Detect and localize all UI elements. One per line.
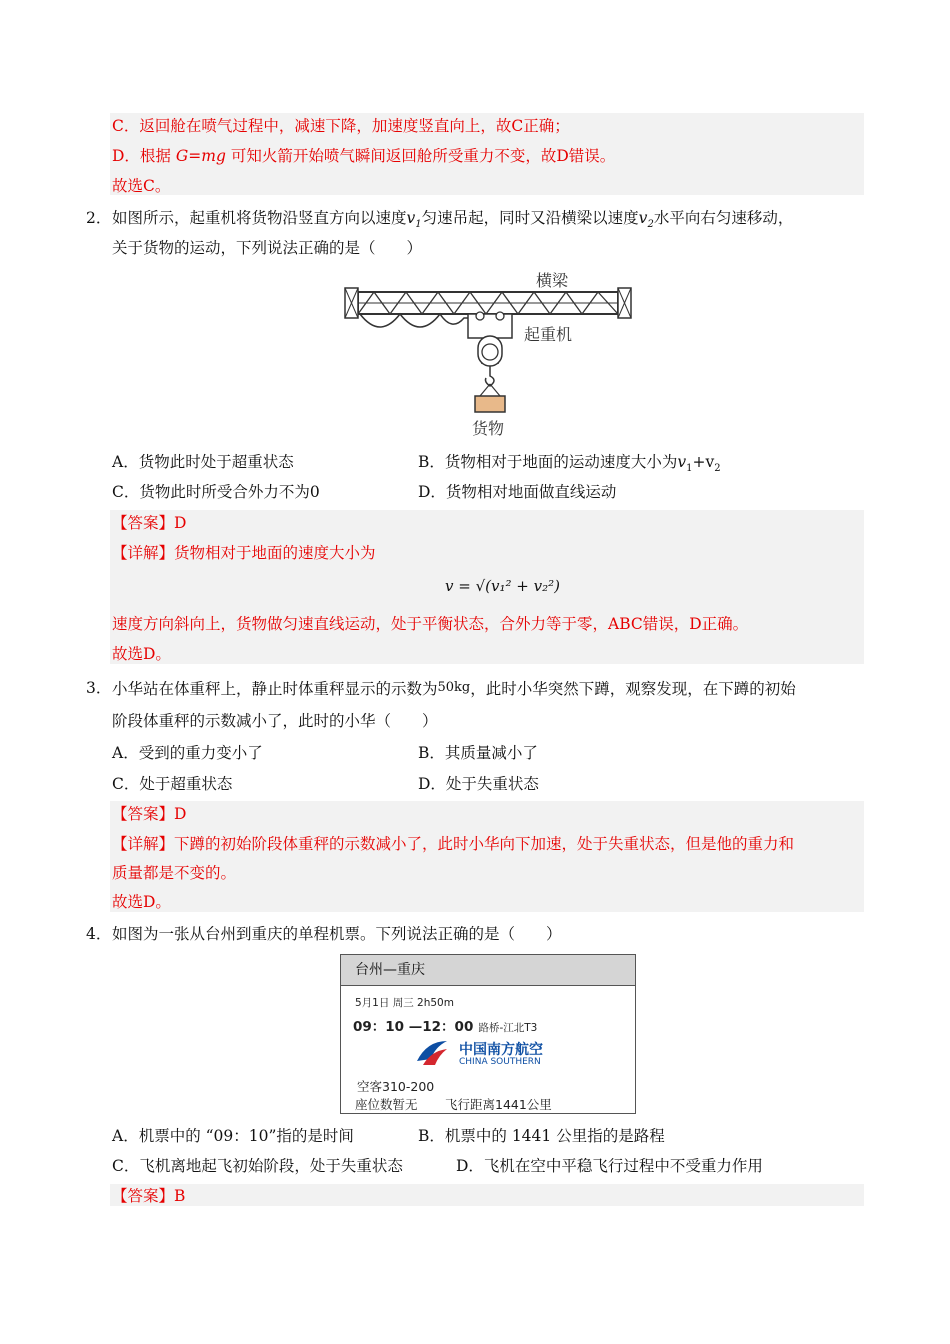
- power-cable: [360, 314, 480, 327]
- q3-option-a[interactable]: A．受到的重力变小了: [112, 744, 263, 762]
- q3-stem-line2: 阶段体重秤的示数减小了，此时的小华（ ）: [112, 712, 438, 730]
- q2-stem-text1: 如图所示，起重机将货物沿竖直方向以速度: [112, 209, 407, 227]
- q4-option-a[interactable]: A．机票中的 “09：10”指的是时间: [112, 1127, 354, 1145]
- q3-weight-value: 50kg: [437, 680, 471, 695]
- ticket-aircraft: 空客310-200: [357, 1079, 435, 1094]
- ticket-distance: 飞行距离1441公里: [445, 1097, 552, 1112]
- q3-option-d[interactable]: D．处于失重状态: [418, 775, 539, 793]
- q2-detail-line1: 【详解】货物相对于地面的速度大小为: [112, 544, 376, 562]
- ticket-route: 台州—重庆: [341, 955, 635, 986]
- airline-logo-icon: [413, 1037, 451, 1069]
- q3-stem-line1: 小华站在体重秤上，静止时体重秤显示的示数为50kg，此时小华突然下蹲，观察发现，在下蹲的初始: [112, 680, 796, 698]
- q2-stem-text3: 水平向右匀速移动，: [653, 209, 794, 227]
- q2-formula: v = √(v₁² + v₂²): [445, 577, 560, 595]
- prev-solution-line-d: [112, 146, 615, 166]
- q2-v2: $v_2$: [638, 209, 654, 231]
- label-crane: 起重机: [524, 325, 573, 344]
- q2-number: 2．: [86, 209, 112, 227]
- hook: [486, 366, 495, 386]
- q2-option-d[interactable]: D．货物相对地面做直线运动: [418, 483, 617, 501]
- q2-option-a[interactable]: A．货物此时处于超重状态: [112, 453, 294, 471]
- gravity-formula: G=mg: [175, 147, 226, 165]
- q2-stem-text2: 匀速吊起，同时又沿横梁以速度: [421, 209, 639, 227]
- q4-answer: 【答案】B: [112, 1187, 186, 1205]
- q3-number: 3．: [86, 679, 112, 697]
- prev-solution-line-d-post: 可知火箭开始喷气瞬间返回舱所受重力不变，故D错误。: [230, 147, 616, 165]
- q4-answer-block: [110, 1184, 864, 1206]
- q2-option-b[interactable]: B．货物相对于地面的运动速度大小为$v_1+v_2$: [418, 453, 721, 475]
- airline-name-cn: 中国南方航空: [459, 1042, 543, 1058]
- ticket-times: 09：10 —12：00 路桥-江北T3: [353, 1019, 538, 1035]
- q3-option-b[interactable]: B．其质量减小了: [418, 744, 538, 762]
- prev-solution-conclusion: 故选C。: [112, 177, 171, 195]
- q4-option-c[interactable]: C．飞机离地起飞初始阶段，处于失重状态: [112, 1157, 403, 1175]
- q4-option-d[interactable]: D．飞机在空中平稳飞行过程中不受重力作用: [456, 1157, 763, 1175]
- q4-stem: 如图为一张从台州到重庆的单程机票。下列说法正确的是（ ）: [112, 925, 562, 943]
- q3-option-c[interactable]: C．处于超重状态: [112, 775, 233, 793]
- plane-ticket: [340, 954, 636, 1114]
- q2-answer: 【答案】D: [112, 514, 187, 532]
- q4-number: 4．: [86, 925, 112, 943]
- q2-stem-line1: [112, 208, 793, 235]
- q2-conclusion: 故选D。: [112, 645, 171, 663]
- q3-answer-block: [110, 801, 864, 912]
- label-beam: 横梁: [536, 271, 569, 290]
- prev-solution-line-c: C．返回舱在喷气过程中，减速下降，加速度竖直向上，故C正确；: [112, 117, 570, 135]
- crane-figure: [340, 268, 635, 440]
- ticket-seat: 座位数暂无: [355, 1097, 418, 1112]
- q3-detail-line2: 质量都是不变的。: [112, 864, 237, 882]
- q3-answer: 【答案】D: [112, 805, 187, 823]
- q3-detail-line1: 【详解】下蹲的初始阶段体重秤的示数减小了，此时小华向下加速，处于失重状态，但是他的重力和: [112, 835, 795, 853]
- label-cargo: 货物: [472, 419, 505, 438]
- cargo-box: [475, 396, 505, 412]
- q4-option-b[interactable]: B．机票中的 1441 公里指的是路程: [418, 1127, 665, 1145]
- airline-name-en: CHINA SOUTHERN: [459, 1057, 541, 1067]
- q2-v1: $v_1$: [406, 209, 422, 231]
- ticket-date: 5月1日 周三 2h50m: [355, 997, 454, 1009]
- q2-option-c[interactable]: C．货物此时所受合外力不为0: [112, 483, 320, 501]
- q2-detail-line2: 速度方向斜向上，货物做匀速直线运动，处于平衡状态，合外力等于零，ABC错误，D正确。: [112, 615, 749, 633]
- crane-trolley: [468, 314, 512, 338]
- q3-conclusion: 故选D。: [112, 893, 171, 911]
- q2-stem-line2: 关于货物的运动，下列说法正确的是（ ）: [112, 239, 423, 257]
- prev-solution-line-d-pre: D．根据: [112, 147, 171, 165]
